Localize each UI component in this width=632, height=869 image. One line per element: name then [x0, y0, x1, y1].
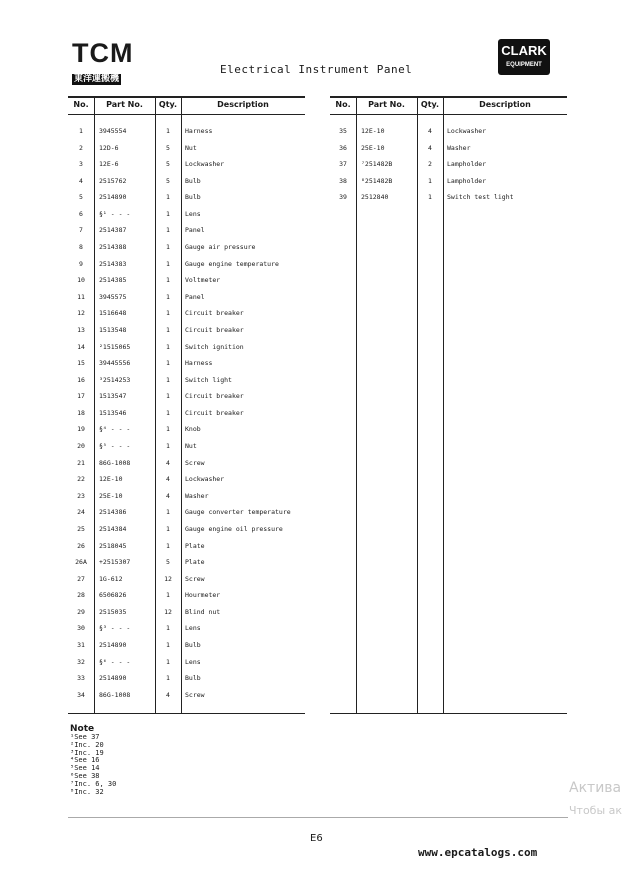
row-quantity: 4: [166, 458, 170, 467]
row-number: 38: [339, 176, 347, 185]
row-quantity: 2: [428, 160, 432, 169]
row-number: 7: [79, 226, 83, 235]
row-part-number: 25E-10: [361, 143, 385, 152]
column-header-description: Description: [479, 100, 531, 109]
row-number: 5: [79, 193, 83, 202]
row-description: Screw: [185, 458, 205, 467]
row-part-number: 2515762: [99, 176, 127, 185]
row-number: 39: [339, 193, 347, 202]
tcm-logo: [72, 40, 142, 85]
row-part-number: 86G-1008: [99, 690, 131, 699]
note-item: ⁴See 16: [70, 756, 100, 765]
note-item: ¹See 37: [70, 733, 100, 741]
table-column-rule: [94, 96, 95, 713]
notes-section: [70, 724, 116, 796]
row-part-number: 12E-6: [99, 160, 119, 169]
row-number: 17: [77, 392, 85, 401]
row-number: 23: [77, 491, 85, 500]
row-quantity: 12: [164, 574, 172, 583]
row-description: Circuit breaker: [185, 408, 244, 417]
row-quantity: 1: [166, 276, 170, 285]
row-description: Lockwasher: [447, 127, 487, 135]
table-top-rule: [68, 96, 305, 98]
row-description: Nut: [185, 143, 197, 152]
row-number: 22: [77, 475, 85, 484]
row-description: Voltmeter: [185, 276, 221, 285]
activation-watermark-line1: Актива: [569, 780, 622, 796]
row-description: Panel: [185, 226, 205, 235]
row-part-number: ⁸251482B: [361, 176, 393, 185]
row-number: 25: [77, 524, 85, 533]
row-description: Plate: [185, 541, 205, 550]
row-description: Circuit breaker: [185, 309, 244, 318]
row-quantity: 1: [428, 193, 432, 202]
notes-title: Note: [70, 724, 95, 734]
row-description: Screw: [185, 574, 205, 583]
row-part-number: 3945554: [99, 127, 127, 135]
row-number: 18: [77, 408, 85, 417]
row-number: 35: [339, 127, 347, 135]
row-description: Hourmeter: [185, 591, 221, 600]
row-description: Harness: [185, 127, 213, 135]
row-description: Bulb: [185, 640, 201, 649]
row-quantity: 1: [166, 243, 170, 252]
row-description: Lens: [185, 209, 201, 218]
row-quantity: 1: [166, 209, 170, 218]
table-column-rule: [155, 96, 156, 713]
row-quantity: 4: [166, 491, 170, 500]
page-title: Electrical Instrument Panel: [220, 63, 413, 76]
row-description: Lampholder: [447, 176, 487, 185]
row-description: Gauge engine oil pressure: [185, 524, 283, 533]
row-description: Switch ignition: [185, 342, 244, 351]
row-part-number: 2514385: [99, 276, 127, 285]
row-number: 11: [77, 292, 85, 301]
row-quantity: 4: [166, 690, 170, 699]
row-quantity: 1: [166, 226, 170, 235]
row-quantity: 1: [166, 674, 170, 683]
row-number: 26: [77, 541, 85, 550]
activation-watermark-line2: Чтобы ак: [569, 804, 623, 817]
row-description: Lampholder: [447, 160, 487, 169]
tcm-logo-text: TCM: [72, 38, 134, 68]
row-part-number: 2515035: [99, 607, 127, 616]
row-quantity: 4: [428, 127, 432, 135]
row-part-number: 2514890: [99, 674, 127, 683]
clark-logo-subtext: EQUIPMENT: [506, 62, 542, 68]
notes-list: [70, 734, 116, 796]
table-bottom-rule: [68, 713, 305, 714]
row-description: Nut: [185, 442, 197, 451]
row-number: 34: [77, 690, 85, 699]
row-part-number: 39445556: [99, 359, 131, 368]
row-part-number: 2514890: [99, 640, 127, 649]
row-quantity: 1: [166, 541, 170, 550]
row-quantity: 1: [166, 442, 170, 451]
row-part-number: 2514387: [99, 226, 127, 235]
footer-divider: [68, 817, 568, 818]
row-quantity: 1: [166, 657, 170, 666]
column-header-description: Description: [217, 100, 269, 109]
row-description: Gauge converter temperature: [185, 508, 291, 517]
row-quantity: 4: [428, 143, 432, 152]
row-part-number: §⁶ - - -: [99, 657, 131, 666]
row-description: Plate: [185, 558, 205, 567]
column-header-qty: Qty.: [420, 100, 440, 109]
row-number: 6: [79, 209, 83, 218]
row-description: Gauge engine temperature: [185, 259, 279, 268]
row-part-number: 86G-1008: [99, 458, 131, 467]
row-quantity: 1: [166, 193, 170, 202]
row-quantity: 4: [166, 475, 170, 484]
row-number: 36: [339, 143, 347, 152]
row-description: Bulb: [185, 176, 201, 185]
row-description: Lockwasher: [185, 160, 225, 169]
row-part-number: 6506826: [99, 591, 127, 600]
row-quantity: 5: [166, 143, 170, 152]
row-number: 37: [339, 160, 347, 169]
row-quantity: 1: [166, 342, 170, 351]
table-header-rule: [330, 114, 567, 115]
row-number: 4: [79, 176, 83, 185]
row-quantity: 1: [166, 640, 170, 649]
row-quantity: 1: [166, 425, 170, 434]
row-number: 28: [77, 591, 85, 600]
row-number: 14: [77, 342, 85, 351]
row-description: Panel: [185, 292, 205, 301]
row-number: 2: [79, 143, 83, 152]
column-header-part-no: Part No.: [368, 100, 405, 109]
row-quantity: 1: [166, 325, 170, 334]
row-part-number: 2514384: [99, 524, 127, 533]
website-link[interactable]: www.epcatalogs.com: [418, 846, 538, 859]
row-number: 32: [77, 657, 85, 666]
table-top-rule: [330, 96, 567, 98]
column-header-no: No.: [73, 100, 89, 109]
row-quantity: 1: [428, 176, 432, 185]
row-number: 19: [77, 425, 85, 434]
row-part-number: 25E-10: [99, 491, 123, 500]
row-part-number: +2515307: [99, 558, 131, 567]
row-description: Switch test light: [447, 193, 514, 202]
row-part-number: 2514388: [99, 243, 127, 252]
column-header-qty: Qty.: [158, 100, 178, 109]
table-column-rule: [443, 96, 444, 713]
row-number: 20: [77, 442, 85, 451]
row-description: Screw: [185, 690, 205, 699]
note-item: ³Inc. 19: [70, 748, 104, 757]
row-part-number: ⁷251482B: [361, 160, 393, 169]
row-number: 27: [77, 574, 85, 583]
row-part-number: 1G-612: [99, 574, 123, 583]
row-quantity: 1: [166, 524, 170, 533]
page-number: E6: [310, 833, 323, 844]
row-number: 13: [77, 325, 85, 334]
row-part-number: 1513546: [99, 408, 127, 417]
row-description: Blind nut: [185, 607, 221, 616]
row-description: Circuit breaker: [185, 392, 244, 401]
clark-logo-text: CLARK: [501, 43, 547, 58]
table-column-rule: [181, 96, 182, 713]
row-description: Washer: [447, 143, 471, 152]
row-number: 29: [77, 607, 85, 616]
row-quantity: 1: [166, 309, 170, 318]
row-number: 21: [77, 458, 85, 467]
row-part-number: 2514386: [99, 508, 127, 517]
row-part-number: 2512840: [361, 193, 389, 202]
row-description: Lockwasher: [185, 475, 225, 484]
row-quantity: 1: [166, 292, 170, 301]
row-part-number: ³2514253: [99, 375, 131, 384]
row-quantity: 1: [166, 408, 170, 417]
row-description: Washer: [185, 491, 209, 500]
table-bottom-rule: [330, 713, 567, 714]
row-number: 8: [79, 243, 83, 252]
row-quantity: 5: [166, 558, 170, 567]
clark-logo: [498, 39, 550, 75]
row-part-number: §³ - - -: [99, 624, 131, 633]
note-item: ⁵See 14: [70, 764, 100, 773]
note-item: ²Inc. 20: [70, 740, 104, 749]
row-part-number: 1513548: [99, 325, 127, 334]
row-part-number: 1516648: [99, 309, 127, 318]
row-number: 30: [77, 624, 85, 633]
row-number: 26A: [75, 558, 87, 567]
row-description: Bulb: [185, 193, 201, 202]
row-part-number: 3945575: [99, 292, 127, 301]
note-item: ⁸Inc. 32: [70, 787, 104, 796]
row-quantity: 1: [166, 624, 170, 633]
row-part-number: 2518045: [99, 541, 127, 550]
row-part-number: §¹ - - -: [99, 209, 131, 218]
table-header-rule: [68, 114, 305, 115]
row-number: 31: [77, 640, 85, 649]
row-quantity: 1: [166, 375, 170, 384]
row-quantity: 1: [166, 359, 170, 368]
row-quantity: 1: [166, 127, 170, 135]
note-item: ⁶See 38: [70, 771, 100, 780]
row-quantity: 1: [166, 508, 170, 517]
row-number: 10: [77, 276, 85, 285]
column-header-part-no: Part No.: [106, 100, 143, 109]
row-quantity: 5: [166, 176, 170, 185]
row-quantity: 12: [164, 607, 172, 616]
row-description: Lens: [185, 624, 201, 633]
row-part-number: 1513547: [99, 392, 127, 401]
row-part-number: 12D-6: [99, 143, 119, 152]
row-part-number: §⁴ - - -: [99, 425, 131, 434]
row-description: Circuit breaker: [185, 325, 244, 334]
row-quantity: 1: [166, 591, 170, 600]
row-number: 15: [77, 359, 85, 368]
column-header-no: No.: [335, 100, 351, 109]
row-number: 12: [77, 309, 85, 318]
row-description: Knob: [185, 425, 201, 434]
row-description: Harness: [185, 359, 213, 368]
table-column-rule: [417, 96, 418, 713]
row-number: 3: [79, 160, 83, 169]
row-part-number: ²1515065: [99, 342, 131, 351]
row-description: Bulb: [185, 674, 201, 683]
table-column-rule: [356, 96, 357, 713]
row-description: Switch light: [185, 375, 232, 384]
tcm-logo-subtext: 東洋運搬機: [74, 74, 120, 84]
row-part-number: 2514383: [99, 259, 127, 268]
row-number: 1: [79, 127, 83, 135]
row-number: 9: [79, 259, 83, 268]
row-part-number: §⁵ - - -: [99, 442, 131, 451]
row-number: 16: [77, 375, 85, 384]
row-part-number: 12E-10: [361, 127, 385, 135]
row-description: Lens: [185, 657, 201, 666]
row-number: 24: [77, 508, 85, 517]
row-number: 33: [77, 674, 85, 683]
note-item: ⁷Inc. 6, 30: [70, 779, 117, 788]
row-quantity: 5: [166, 160, 170, 169]
row-quantity: 1: [166, 259, 170, 268]
row-quantity: 1: [166, 392, 170, 401]
row-part-number: 2514890: [99, 193, 127, 202]
row-description: Gauge air pressure: [185, 243, 256, 252]
row-part-number: 12E-10: [99, 475, 123, 484]
